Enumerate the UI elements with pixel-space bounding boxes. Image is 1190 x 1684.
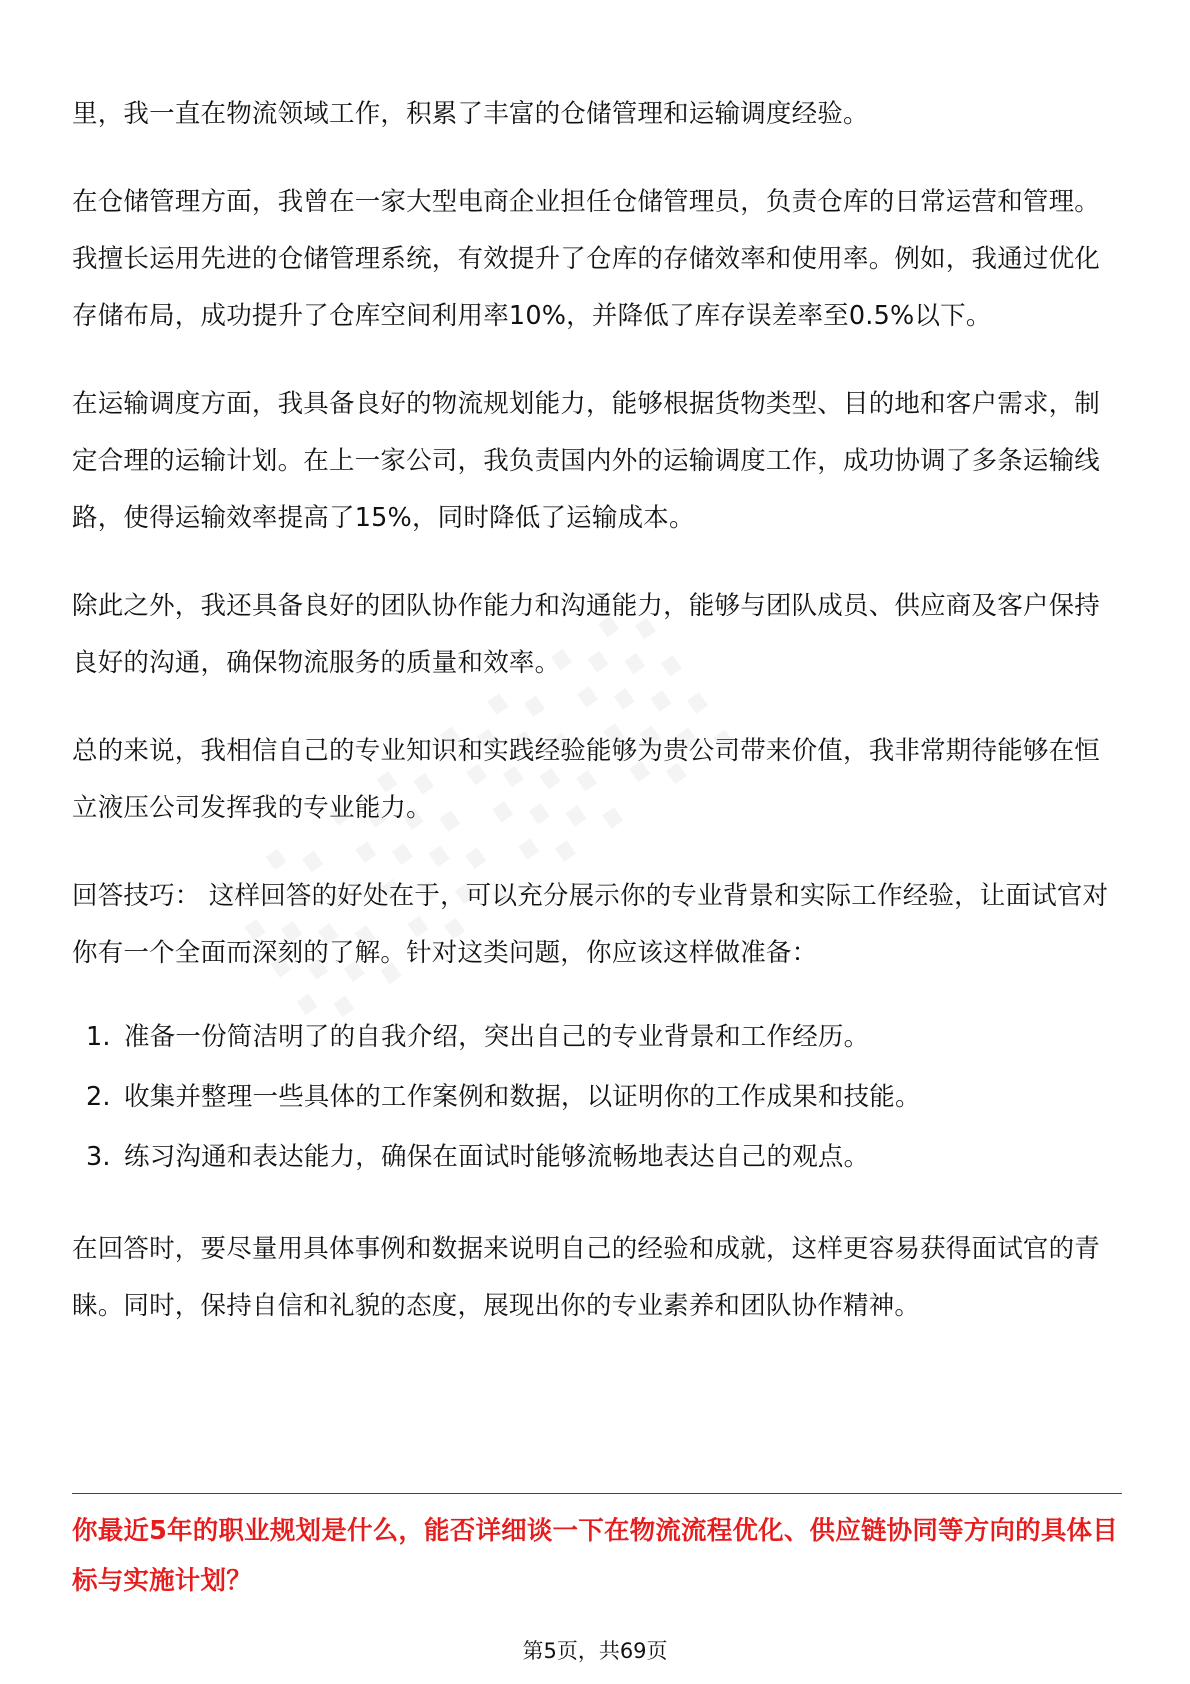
next-question-heading: 你最近5年的职业规划是什么，能否详细谈一下在物流流程优化、供应链协同等方向的具体目标与实施计划？ <box>72 1516 1118 1596</box>
tips-list <box>72 1007 1122 1187</box>
answer-paragraph-1: 里，我一直在物流领域工作，积累了丰富的仓储管理和运输调度经验。 <box>72 99 869 129</box>
list-item <box>72 1067 1122 1127</box>
answer-paragraph-3: 在运输调度方面，我具备良好的物流规划能力，能够根据货物类型、目的地和客户需求，制定合理的运输计划。在上一家公司，我负责国内外的运输调度工作，成功协调了多条运输线路，使得运输效率提高了15%，同时降低了运输成本。 <box>72 389 1101 533</box>
answer-paragraph-5: 总的来说，我相信自己的专业知识和实践经验能够为贵公司带来价值，我非常期待能够在恒立液压公司发挥我的专业能力。 <box>72 736 1101 823</box>
answer-paragraph-4: 除此之外，我还具备良好的团队协作能力和沟通能力，能够与团队成员、供应商及客户保持良好的沟通，确保物流服务的质量和效率。 <box>72 591 1101 678</box>
page-footer: 第5页，共69页 <box>522 1639 668 1663</box>
list-number: 2. <box>86 1082 111 1112</box>
tips-intro: 回答技巧： 这样回答的好处在于，可以充分展示你的专业背景和实际工作经验，让面试官对你有一个全面而深刻的了解。针对这类问题，你应该这样做准备： <box>72 881 1109 968</box>
answer-paragraph-2: 在仓储管理方面，我曾在一家大型电商企业担任仓储管理员，负责仓库的日常运营和管理。我擅长运用先进的仓储管理系统，有效提升了仓库的存储效率和使用率。例如，我通过优化存储布局，成功提升了仓库空间利用率10%，并降低了库存误差率至0.5%以下。 <box>72 187 1101 331</box>
list-item-text: 练习沟通和表达能力，确保在面试时能够流畅地表达自己的观点。 <box>124 1142 870 1172</box>
list-number: 3. <box>86 1142 111 1172</box>
list-item <box>72 1127 1122 1187</box>
list-item-text: 准备一份简洁明了的自我介绍，突出自己的专业背景和工作经历。 <box>124 1022 870 1052</box>
list-number: 1. <box>86 1022 111 1052</box>
list-item-text: 收集并整理一些具体的工作案例和数据，以证明你的工作成果和技能。 <box>124 1082 921 1112</box>
list-item <box>72 1007 1122 1067</box>
section-divider <box>72 1493 1122 1494</box>
closing-paragraph: 在回答时，要尽量用具体事例和数据来说明自己的经验和成就，这样更容易获得面试官的青睐。同时，保持自信和礼貌的态度，展现出你的专业素养和团队协作精神。 <box>72 1234 1101 1321</box>
answer-body <box>72 86 1122 1366</box>
